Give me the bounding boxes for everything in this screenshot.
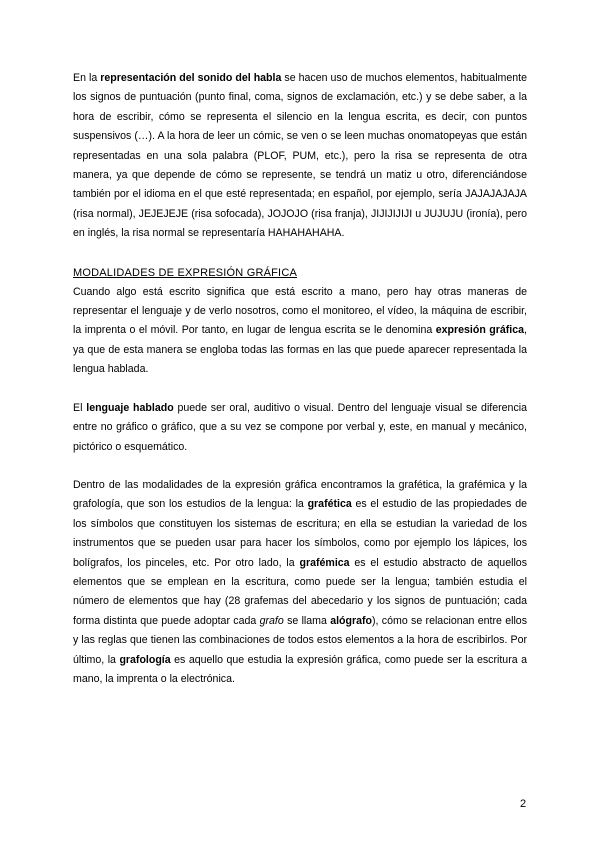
text-run: El <box>73 401 87 414</box>
page-number: 2 <box>520 798 527 810</box>
text-run: es el estudio de las propiedades de los símbolos que constituyen los sistemas de escritura; en ella se estudian la variedad de los instrumentos que se pueden usar para hacer los símbolos, como por ejemplo los lápices, los bolígrafos, los pinceles, etc. Por otro lado, la <box>73 498 527 569</box>
document-body <box>73 69 527 689</box>
section-heading: MODALIDADES DE EXPRESIÓN GRÁFICA <box>73 266 297 279</box>
bold-term: grafética <box>307 498 352 511</box>
text-run: Cuando algo está escrito significa que está escrito a mano, pero hay otras maneras de representar el lenguaje y de verlo nosotros, como el monitoreo, el vídeo, la máquina de escribir, la imprenta o el móvil. Por tanto, en lugar de lengua escrita se le denomina <box>73 285 527 337</box>
bold-term: grafémica <box>299 556 350 569</box>
bold-term: representación del sonido del habla <box>100 72 282 84</box>
text-run: es aquello que estudia la expresión gráfica, como puede ser la escritura a mano, la imprenta o la electrónica. <box>73 653 527 685</box>
text-run: , ya que de esta manera se engloba todas las formas en las que puede aparecer representada la lengua hablada. <box>73 324 527 376</box>
paragraph-spacer <box>73 380 527 399</box>
text-run: se hacen uso de muchos elementos, habitualmente los signos de puntuación (punto final, coma, signos de exclamación, etc.) y se debe saber, a la hora de escribir, cómo se representa el silencio en la lengua escrita, es decir, con puntos suspensivos (…). A la hora de leer un cómic, se ven o se leen muchas onomatopeyas que están representadas en una sola palabra (PLOF, PUM, etc.), pero la risa se representa de otra manera, ya que depende de cómo se represente, se tendrá un matiz u otro, diferenciándose también por el idioma en el que esté representada; en español, por ejemplo, sería JAJAJAJAJA (risa normal), JEJEJEJE (risa sofocada), JOJOJO (risa franja), JIJIJIJIJI u JUJUJU (ironía), pero en inglés, la risa normal se representaría HAHAHAHAHA. <box>73 72 527 240</box>
text-run: Dentro de las modalidades de la expresión gráfica encontramos la grafética, la grafémica y la grafología, que son los estudios de la lengua: la <box>73 478 527 511</box>
text-run: es el estudio abstracto de aquellos elementos que se emplean en la escritura, como puede ser la lengua; también estudia el número de elementos que hay (28 grafemas del abecedario y los signos de puntuación; cada forma distinta que puede adoptar cada <box>73 556 527 627</box>
text-run: puede ser oral, auditivo o visual. Dentro del lenguaje visual se diferencia entre no gráfico o gráfico, que a su vez se compone por verbal y, este, en manual y mecánico, pictórico o esquemático. <box>73 401 527 453</box>
paragraph-spacer <box>73 244 527 263</box>
bold-term: lenguaje hablado <box>86 401 174 414</box>
text-run: ), cómo se relacionan entre ellos y las reglas que tienen las combinaciones de todos estos elementos a la hora de escribirlos. Por último, la <box>73 614 527 666</box>
bold-term: expresión gráfica <box>435 324 525 337</box>
bold-term: alógrafo <box>330 614 373 627</box>
paragraph-spoken-language <box>73 399 527 457</box>
paragraph-graphic-expression <box>73 283 527 380</box>
paragraph-modalities <box>73 476 527 689</box>
italic-term: grafo <box>259 614 284 627</box>
text-run: se llama <box>283 614 331 627</box>
bold-term: grafología <box>119 653 171 666</box>
paragraph-spacer <box>73 457 527 476</box>
text-run: En la <box>73 72 101 84</box>
paragraph-sound-representation <box>73 69 527 244</box>
